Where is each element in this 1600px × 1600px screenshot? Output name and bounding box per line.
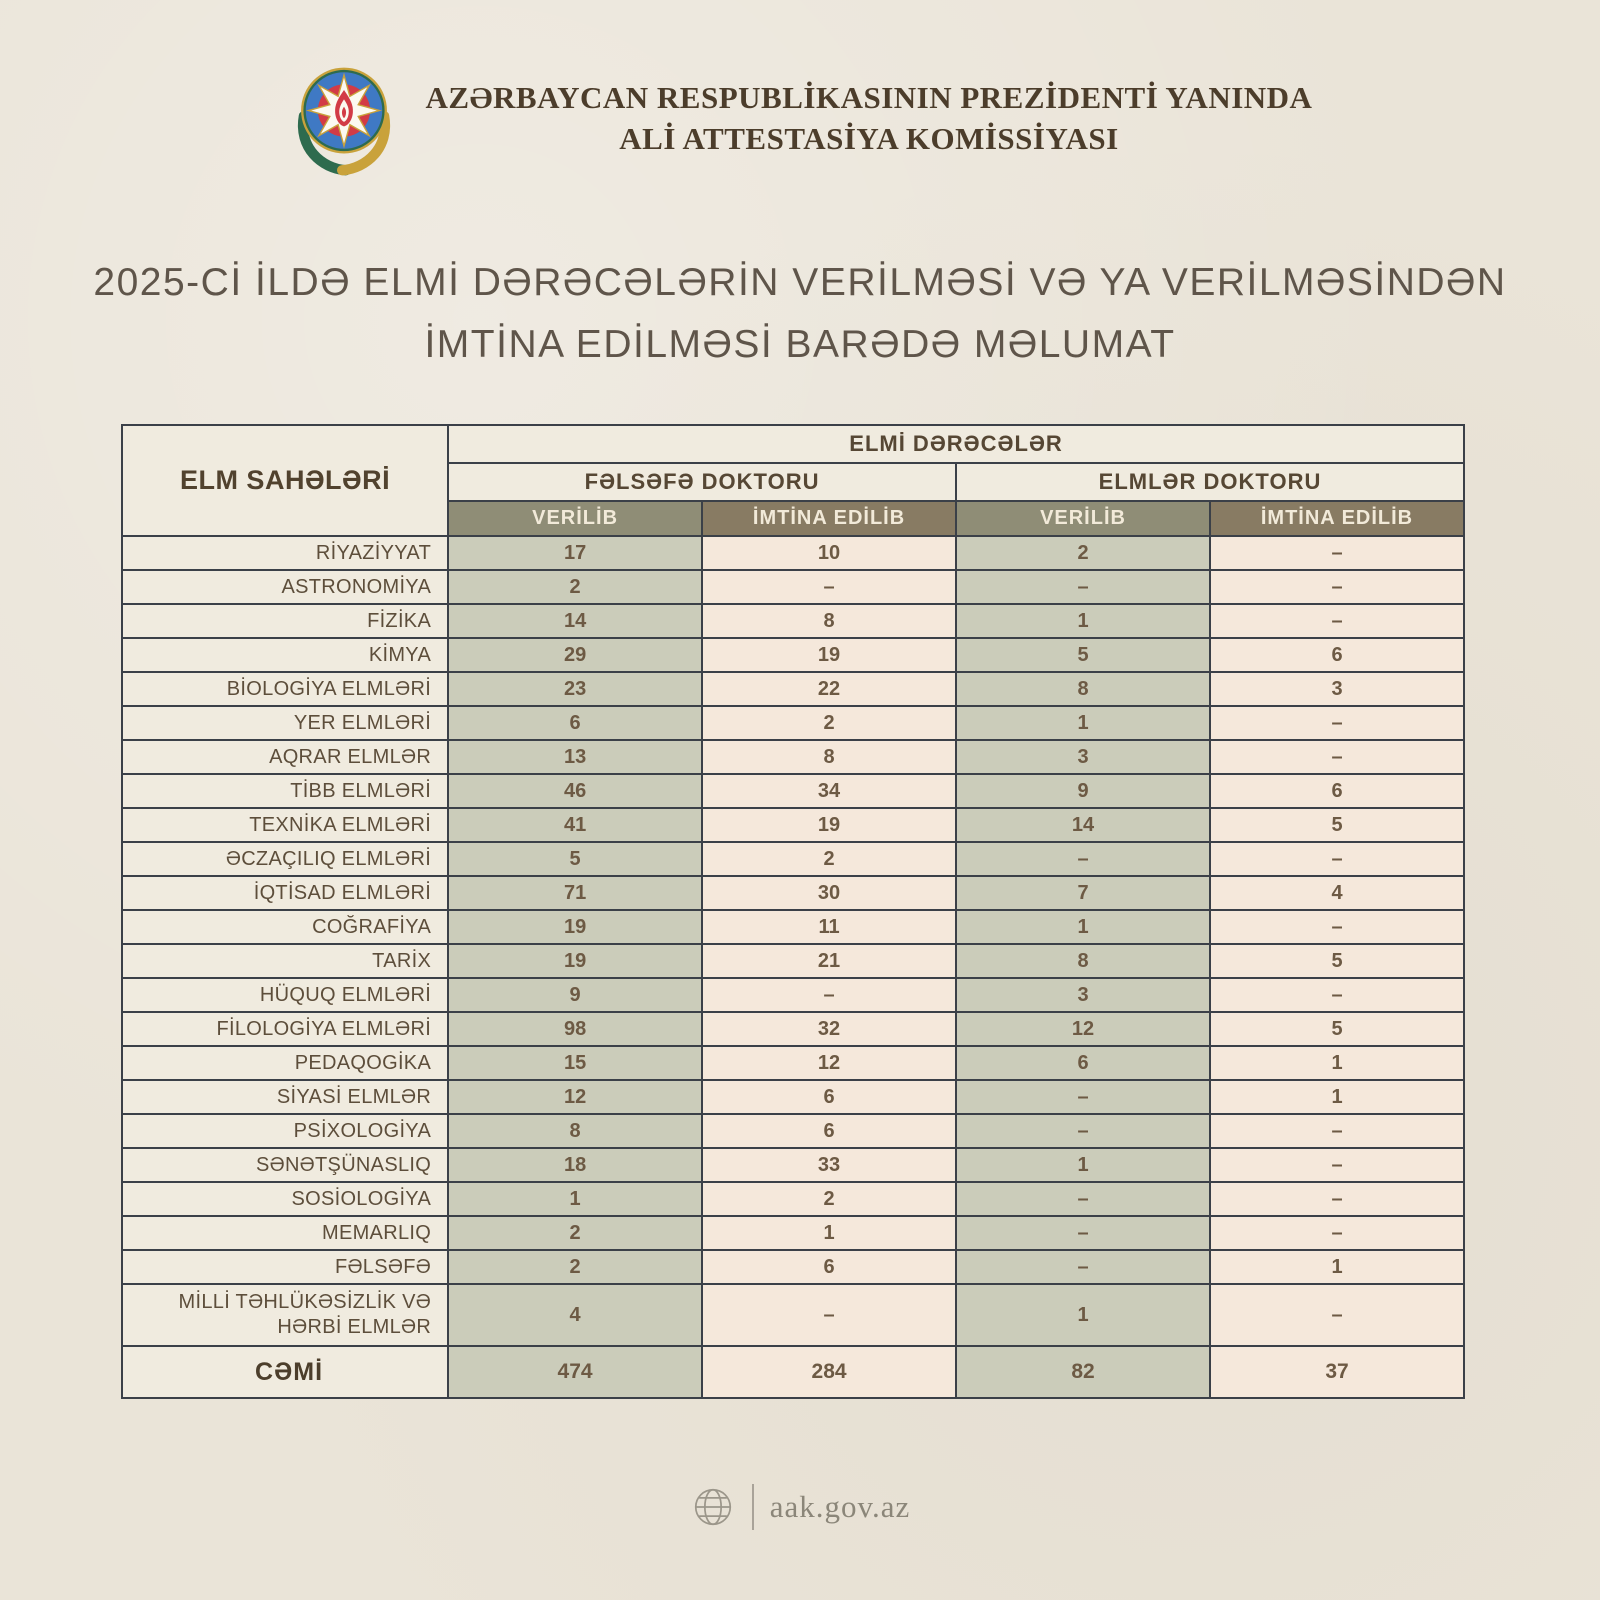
refused-value-cell: – [1210, 536, 1464, 570]
footer-divider [752, 1484, 754, 1530]
science-field-label: ƏCZAÇILIQ ELMLƏRİ [122, 842, 448, 876]
refused-value-cell: 2 [702, 1182, 956, 1216]
refused-value-cell: 19 [702, 638, 956, 672]
science-field-label: BİOLOGİYA ELMLƏRİ [122, 672, 448, 706]
granted-value-cell: 5 [956, 638, 1210, 672]
refused-value-cell: 6 [702, 1080, 956, 1114]
science-field-label: COĞRAFİYA [122, 910, 448, 944]
refused-value-cell: 8 [702, 604, 956, 638]
table-row [122, 842, 1464, 876]
science-field-label: ASTRONOMİYA [122, 570, 448, 604]
granted-value-cell: 3 [956, 740, 1210, 774]
refused-value-cell: 6 [702, 1250, 956, 1284]
granted-value-cell: 46 [448, 774, 702, 808]
table-row [122, 638, 1464, 672]
science-field-label: TEXNİKA ELMLƏRİ [122, 808, 448, 842]
globe-icon [690, 1484, 736, 1530]
table-row [122, 604, 1464, 638]
page-title [0, 252, 1600, 376]
degrees-table [121, 424, 1465, 1399]
table-row [122, 1012, 1464, 1046]
granted-value-cell: 2 [448, 1250, 702, 1284]
table-row [122, 1046, 1464, 1080]
refused-value-cell: 6 [702, 1114, 956, 1148]
granted-value-cell: 23 [448, 672, 702, 706]
granted-value-cell: – [956, 1182, 1210, 1216]
refused-value-cell: 19 [702, 808, 956, 842]
total-dsc-granted: 82 [956, 1346, 1210, 1398]
science-field-label: MİLLİ TƏHLÜKƏSİZLİK VƏ HƏRBİ ELMLƏR [122, 1284, 448, 1346]
org-name [426, 77, 1313, 159]
refused-value-cell: 12 [702, 1046, 956, 1080]
refused-value-cell: 11 [702, 910, 956, 944]
granted-value-cell: 2 [956, 536, 1210, 570]
refused-value-cell: 8 [702, 740, 956, 774]
granted-value-cell: – [956, 570, 1210, 604]
refused-value-cell: 5 [1210, 808, 1464, 842]
refused-value-cell: 10 [702, 536, 956, 570]
granted-value-cell: 9 [448, 978, 702, 1012]
granted-value-cell: 1 [956, 910, 1210, 944]
refused-value-cell: 30 [702, 876, 956, 910]
science-field-label: AQRAR ELMLƏR [122, 740, 448, 774]
granted-value-cell: 1 [956, 604, 1210, 638]
granted-value-cell: – [956, 842, 1210, 876]
column-header-phd-refused: İMTİNA EDİLİB [702, 501, 956, 536]
refused-value-cell: 5 [1210, 944, 1464, 978]
table-row [122, 1114, 1464, 1148]
granted-value-cell: 6 [448, 706, 702, 740]
table-row [122, 910, 1464, 944]
granted-value-cell: 7 [956, 876, 1210, 910]
column-header-science-fields: ELM SAHƏLƏRİ [122, 425, 448, 536]
science-field-label: HÜQUQ ELMLƏRİ [122, 978, 448, 1012]
granted-value-cell: 5 [448, 842, 702, 876]
granted-value-cell: – [956, 1250, 1210, 1284]
table-row [122, 672, 1464, 706]
refused-value-cell: 21 [702, 944, 956, 978]
table-row [122, 978, 1464, 1012]
table-row [122, 808, 1464, 842]
refused-value-cell: 22 [702, 672, 956, 706]
table-row [122, 1080, 1464, 1114]
table-row [122, 1284, 1464, 1346]
refused-value-cell: – [1210, 1182, 1464, 1216]
site-footer [0, 1484, 1600, 1530]
science-field-label: TİBB ELMLƏRİ [122, 774, 448, 808]
granted-value-cell: 98 [448, 1012, 702, 1046]
refused-value-cell: 1 [1210, 1080, 1464, 1114]
table-row [122, 1216, 1464, 1250]
refused-value-cell: – [1210, 1114, 1464, 1148]
refused-value-cell: 34 [702, 774, 956, 808]
granted-value-cell: 2 [448, 570, 702, 604]
refused-value-cell: – [1210, 1148, 1464, 1182]
granted-value-cell: – [956, 1216, 1210, 1250]
table-container [121, 424, 1465, 1399]
granted-value-cell: 12 [448, 1080, 702, 1114]
science-field-label: KİMYA [122, 638, 448, 672]
granted-value-cell: 8 [448, 1114, 702, 1148]
refused-value-cell: 1 [702, 1216, 956, 1250]
column-header-phd: FƏLSƏFƏ DOKTORU [448, 463, 956, 501]
column-header-dsc-refused: İMTİNA EDİLİB [1210, 501, 1464, 536]
granted-value-cell: 1 [448, 1182, 702, 1216]
granted-value-cell: 8 [956, 944, 1210, 978]
table-row [122, 570, 1464, 604]
science-field-label: FİLOLOGİYA ELMLƏRİ [122, 1012, 448, 1046]
granted-value-cell: 6 [956, 1046, 1210, 1080]
granted-value-cell: 3 [956, 978, 1210, 1012]
refused-value-cell: 1 [1210, 1250, 1464, 1284]
column-header-dsc-granted: VERİLİB [956, 501, 1210, 536]
granted-value-cell: 18 [448, 1148, 702, 1182]
org-name-line1: AZƏRBAYCAN RESPUBLİKASININ PREZİDENTİ YANINDA [425, 80, 1313, 115]
table-row [122, 740, 1464, 774]
science-field-label: RİYAZİYYAT [122, 536, 448, 570]
total-label: CƏMİ [122, 1346, 448, 1398]
granted-value-cell: 1 [956, 1284, 1210, 1346]
header-row-group [122, 425, 1464, 463]
column-header-dsc: ELMLƏR DOKTORU [956, 463, 1464, 501]
refused-value-cell: – [1210, 1216, 1464, 1250]
granted-value-cell: 9 [956, 774, 1210, 808]
refused-value-cell: – [1210, 1284, 1464, 1346]
page-title-line1: 2025-Cİ İLDƏ ELMİ DƏRƏCƏLƏRİN VERİLMƏSİ VƏ YA VERİLMƏSİNDƏN [93, 261, 1507, 304]
refused-value-cell: – [702, 978, 956, 1012]
granted-value-cell: 1 [956, 1148, 1210, 1182]
granted-value-cell: 29 [448, 638, 702, 672]
total-row [122, 1346, 1464, 1398]
refused-value-cell: 4 [1210, 876, 1464, 910]
column-header-degrees-group: ELMİ DƏRƏCƏLƏR [448, 425, 1464, 463]
granted-value-cell: 1 [956, 706, 1210, 740]
granted-value-cell: 2 [448, 1216, 702, 1250]
refused-value-cell: – [1210, 842, 1464, 876]
table-row [122, 1148, 1464, 1182]
granted-value-cell: 12 [956, 1012, 1210, 1046]
table-row [122, 876, 1464, 910]
refused-value-cell: 6 [1210, 638, 1464, 672]
page-title-line2: İMTİNA EDİLMƏSİ BARƏDƏ MƏLUMAT [424, 323, 1176, 366]
granted-value-cell: 14 [448, 604, 702, 638]
table-body [122, 536, 1464, 1346]
org-name-line2: ALİ ATTESTASİYA KOMİSSİYASI [619, 121, 1119, 156]
org-header [0, 58, 1600, 178]
table-row [122, 944, 1464, 978]
granted-value-cell: 15 [448, 1046, 702, 1080]
table-row [122, 1182, 1464, 1216]
granted-value-cell: 19 [448, 910, 702, 944]
granted-value-cell: 8 [956, 672, 1210, 706]
table-row [122, 536, 1464, 570]
granted-value-cell: 17 [448, 536, 702, 570]
total-phd-refused: 284 [702, 1346, 956, 1398]
refused-value-cell: – [1210, 604, 1464, 638]
science-field-label: SOSİOLOGİYA [122, 1182, 448, 1216]
refused-value-cell: 32 [702, 1012, 956, 1046]
science-field-label: TARİX [122, 944, 448, 978]
science-field-label: İQTİSAD ELMLƏRİ [122, 876, 448, 910]
refused-value-cell: 6 [1210, 774, 1464, 808]
column-header-phd-granted: VERİLİB [448, 501, 702, 536]
refused-value-cell: – [1210, 740, 1464, 774]
granted-value-cell: 13 [448, 740, 702, 774]
science-field-label: FƏLSƏFƏ [122, 1250, 448, 1284]
science-field-label: MEMARLIQ [122, 1216, 448, 1250]
total-phd-granted: 474 [448, 1346, 702, 1398]
total-dsc-refused: 37 [1210, 1346, 1464, 1398]
science-field-label: FİZİKA [122, 604, 448, 638]
refused-value-cell: 33 [702, 1148, 956, 1182]
refused-value-cell: 1 [1210, 1046, 1464, 1080]
table-row [122, 706, 1464, 740]
refused-value-cell: – [1210, 706, 1464, 740]
refused-value-cell: 2 [702, 842, 956, 876]
granted-value-cell: 41 [448, 808, 702, 842]
refused-value-cell: 3 [1210, 672, 1464, 706]
azerbaijan-coat-of-arms-icon [288, 58, 400, 178]
granted-value-cell: 4 [448, 1284, 702, 1346]
footer-website: aak.gov.az [769, 1489, 911, 1524]
table-row [122, 774, 1464, 808]
science-field-label: YER ELMLƏRİ [122, 706, 448, 740]
refused-value-cell: 5 [1210, 1012, 1464, 1046]
refused-value-cell: – [1210, 570, 1464, 604]
refused-value-cell: – [702, 1284, 956, 1346]
science-field-label: SƏNƏTŞÜNASLIQ [122, 1148, 448, 1182]
table-row [122, 1250, 1464, 1284]
granted-value-cell: – [956, 1114, 1210, 1148]
refused-value-cell: – [1210, 910, 1464, 944]
granted-value-cell: 71 [448, 876, 702, 910]
granted-value-cell: 14 [956, 808, 1210, 842]
granted-value-cell: 19 [448, 944, 702, 978]
refused-value-cell: – [1210, 978, 1464, 1012]
refused-value-cell: 2 [702, 706, 956, 740]
science-field-label: PSİXOLOGİYA [122, 1114, 448, 1148]
refused-value-cell: – [702, 570, 956, 604]
science-field-label: PEDAQOGİKA [122, 1046, 448, 1080]
science-field-label: SİYASİ ELMLƏR [122, 1080, 448, 1114]
granted-value-cell: – [956, 1080, 1210, 1114]
